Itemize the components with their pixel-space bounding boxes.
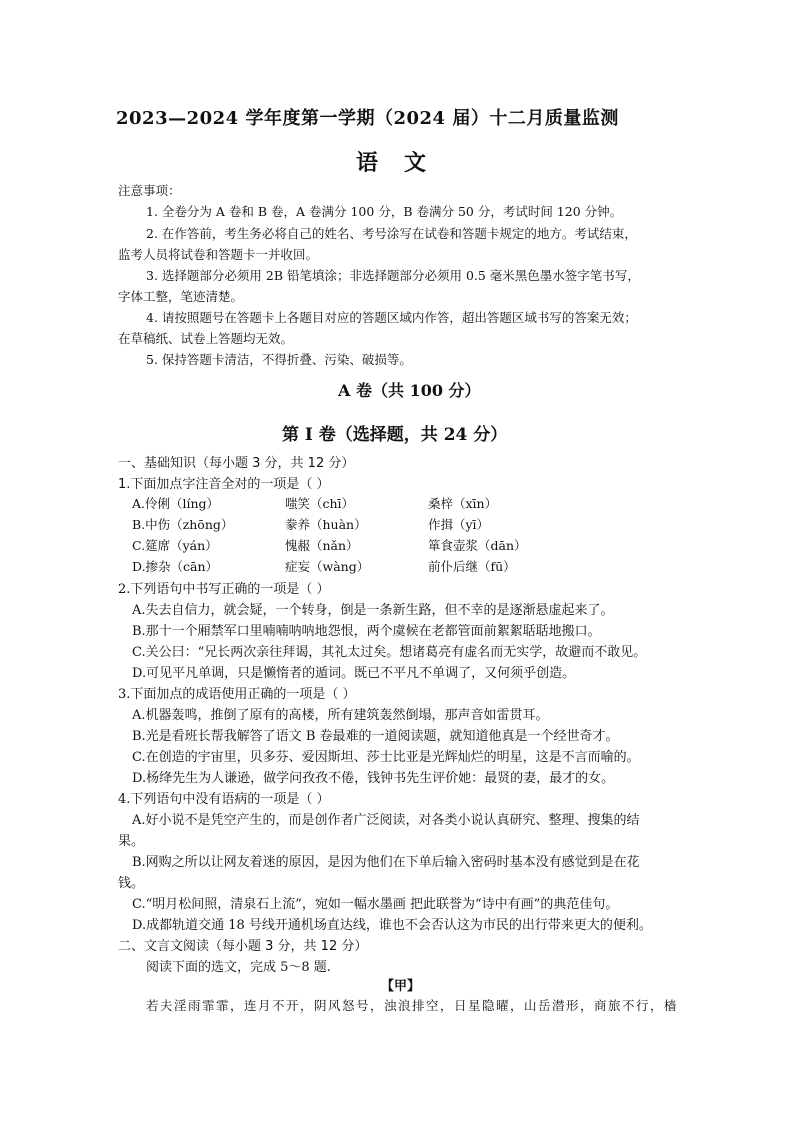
question-1-stem: 1.下面加点字注音全对的一项是（ ） xyxy=(118,477,330,492)
notes-line: 在草稿纸、试卷上答题均无效。 xyxy=(118,331,294,346)
q1-option: 愧赧（nǎn） xyxy=(285,538,359,553)
notes-line: 字体工整，笔迹清楚。 xyxy=(118,289,244,304)
question-2-stem: 2.下列语句中书写正确的一项是（ ） xyxy=(118,582,330,597)
q1-option: 症妄（wàng） xyxy=(285,559,370,574)
q2-option: B.那十一个厢禁军口里喃喃呐呐地怨恨，两个虞候在老都管面前絮絮聒聒地搬口。 xyxy=(132,624,601,639)
question-3-stem: 3.下面加点的成语使用正确的一项是（ ） xyxy=(118,687,356,702)
notes-line: 1. 全卷分为 A 卷和 B 卷，A 卷满分 100 分，B 卷满分 50 分，考试时间 120 分钟。 xyxy=(146,204,623,219)
exam-title: 2023—2024 学年度第一学期（2024 届）十二月质量监测 xyxy=(116,108,619,129)
q1-option: 箪食壶浆（dān） xyxy=(428,538,527,553)
notes-line: 3. 选择题部分必须用 2B 铅笔填涂；非选择题部分必须用 0.5 毫米黑色墨水签字笔书写， xyxy=(146,268,640,283)
q1-option: D.掺杂（cān） xyxy=(132,559,219,574)
q4-option: D.成都轨道交通 18 号线开通机场直达线，谁也不会否认这为市民的出行带来更大的便利。 xyxy=(132,918,652,933)
q1-option: 桑梓（xīn） xyxy=(428,496,498,511)
notes-line: 5. 保持答题卡清洁，不得折叠、污染、破损等。 xyxy=(146,352,412,367)
q1-option: 前仆后继（fū） xyxy=(428,559,516,574)
section-a-heading: A 卷（共 100 分） xyxy=(338,381,481,400)
q1-option: 作揖（yī） xyxy=(428,517,490,532)
q1-option: 嗤笑（chī） xyxy=(285,496,355,511)
notes-heading: 注意事项： xyxy=(118,183,181,198)
notes-line: 4. 请按照题号在答题卡上各题目对应的答题区域内作答，超出答题区域书写的答案无效； xyxy=(146,310,637,325)
q3-option: D.杨绛先生为人谦逊，做学问孜孜不倦，钱钟书先生评价她：最贤的妻，最才的女。 xyxy=(132,771,615,786)
q1-option: A.伶俐（líng） xyxy=(132,496,220,511)
q1-option: B.中伤（zhōng） xyxy=(132,517,234,532)
q2-option: C.关公曰：“兄长两次亲往拜谒，其礼太过矣。想诸葛亮有虚名而无实学，故避而不敢见。 xyxy=(132,645,647,660)
reading-instruction: 阅读下面的选文，完成 5～8 题. xyxy=(146,960,331,975)
subject-title: 语文 xyxy=(356,150,453,176)
q2-option: A.失去自信力，就会疑，一个转身，倒是一条新生路，但不幸的是逐渐悬虚起来了。 xyxy=(132,603,614,618)
passage-text: 若夫淫雨霏霏，连月不开，阴风怒号，浊浪排空，日星隐曜，山岳潜形，商旅不行，樯 xyxy=(146,998,679,1013)
q1-option: 豢养（huàn） xyxy=(285,517,367,532)
q4-option: C.“明月松间照，清泉石上流”，宛如一幅水墨画 把此联誉为“诗中有画”的典范佳句。 xyxy=(132,897,619,912)
q3-option: C.在创造的宇宙里，贝多芬、爱因斯坦、莎士比亚是光辉灿烂的明星，这是不言而喻的。 xyxy=(132,750,640,765)
q3-option: A.机器轰鸣，推倒了原有的高楼，所有建筑轰然倒塌，那声音如雷贯耳。 xyxy=(132,708,549,723)
section-part1-heading: 第 I 卷（选择题，共 24 分） xyxy=(282,425,508,445)
notes-line: 2. 在作答前，考生务必将自己的姓名、考号涂写在试卷和答题卡规定的地方。考试结束， xyxy=(146,226,637,241)
q4-option: 钱。 xyxy=(118,876,145,891)
question-4-stem: 4.下列语句中没有语病的一项是（ ） xyxy=(118,792,330,807)
q4-option: B.网购之所以让网友着迷的原因，是因为他们在下单后输入密码时基本没有感觉到是在花 xyxy=(132,855,640,870)
part-heading: 二、文言文阅读（每小题 3 分，共 12 分） xyxy=(118,939,368,954)
q3-option: B.光是看班长帮我解答了语文 B 卷最难的一道阅读题，就知道他真是一个经世奇才。 xyxy=(132,729,619,744)
q4-option: A.好小说不是凭空产生的，而是创作者广泛阅读，对各类小说认真研究、整理、搜集的结 xyxy=(132,813,640,828)
q2-option: D.可见平凡单调，只是懒惰者的遁词。既已不平凡不单调了，又何须乎创造。 xyxy=(132,666,576,681)
notes-line: 监考人员将试卷和答题卡一并收回。 xyxy=(118,247,319,262)
q4-option: 果。 xyxy=(118,834,145,849)
q1-option: C.筵席（yán） xyxy=(132,538,218,553)
passage-label: 【甲】 xyxy=(381,979,421,994)
part-heading: 一、基础知识（每小题 3 分，共 12 分） xyxy=(118,456,355,471)
